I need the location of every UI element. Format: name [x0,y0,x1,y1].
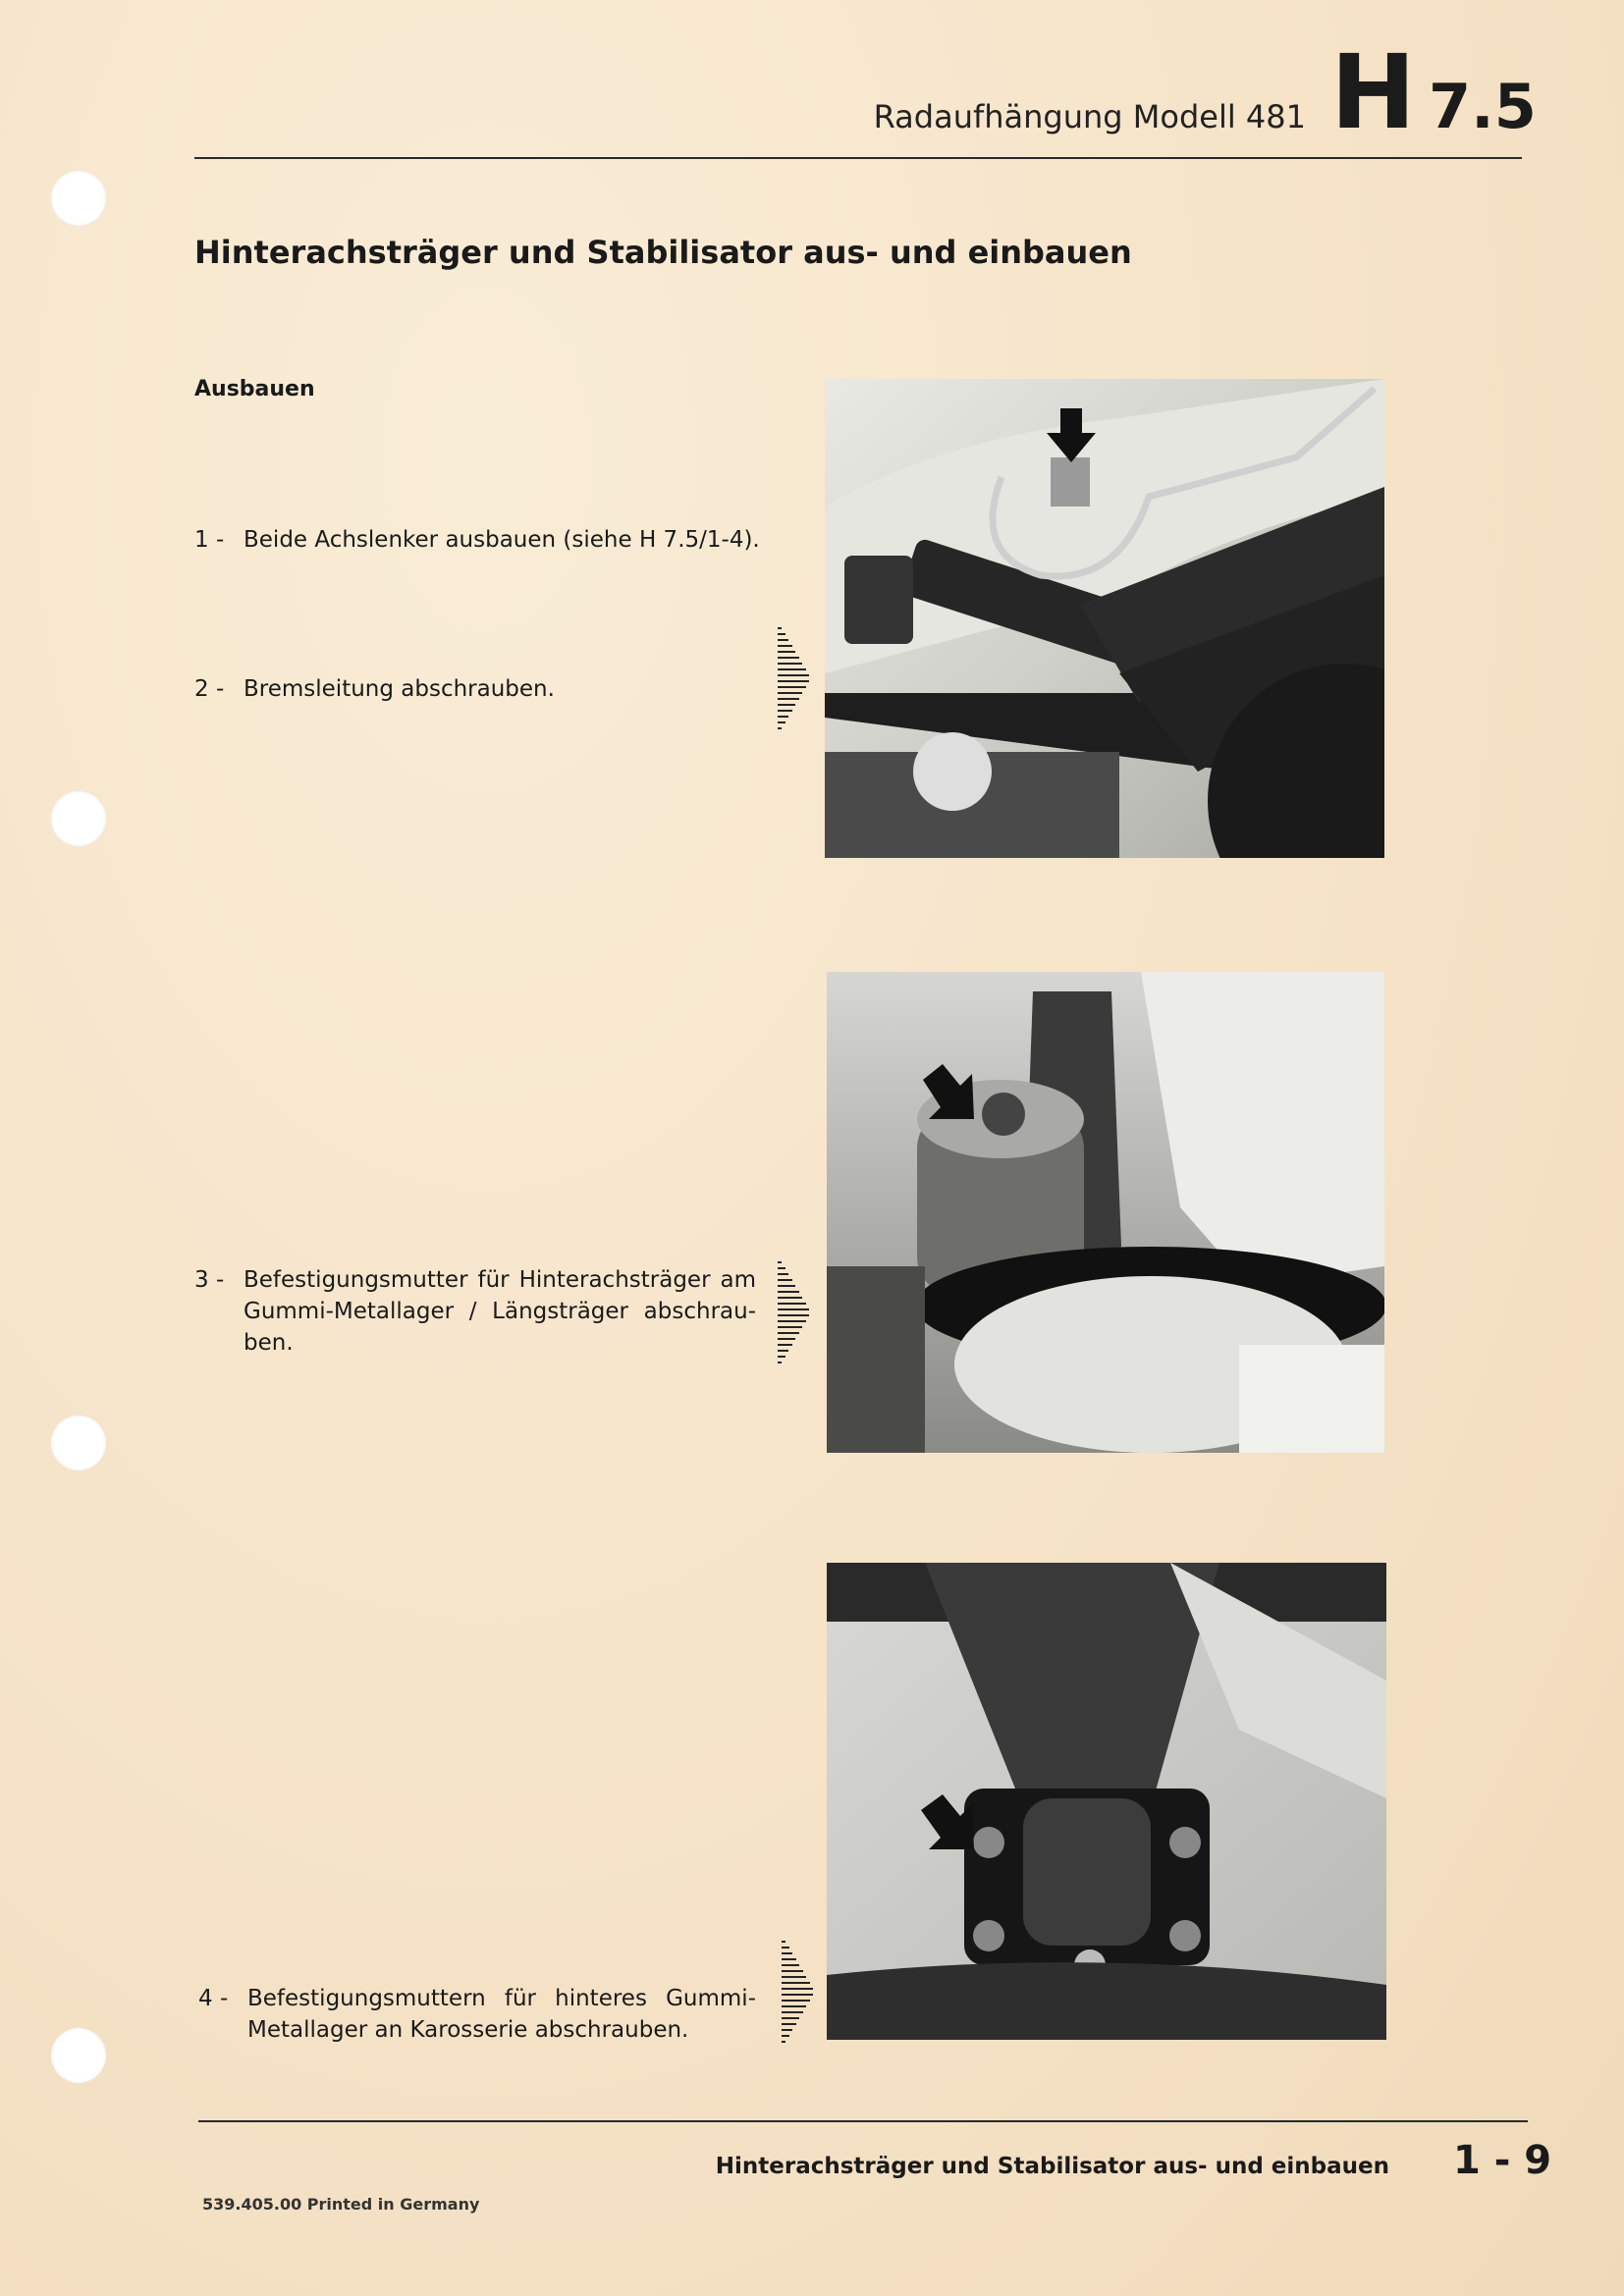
step-2 [194,673,774,713]
step-number: 3 - [194,1267,225,1293]
step-3 [194,1264,759,1372]
section-heading: Ausbauen [194,377,315,401]
main-title: Hinterachsträger und Stabilisator aus- und einbauen [194,234,1132,271]
punch-hole [51,791,106,846]
print-note: 539.405.00 Printed in Germany [202,2195,480,2214]
section-number: 7.5 [1429,71,1537,142]
step-number: 4 - [198,1986,229,2011]
footer-rule [198,2120,1528,2122]
footer-title: Hinterachsträger und Stabilisator aus- und einbauen [715,2154,1389,2179]
step-number: 1 - [194,527,225,553]
pointer-triangle-icon [778,626,811,734]
photo-rubber-metal-mount [827,972,1384,1453]
step-text: Beide Achslenker ausbauen (siehe H 7.5/1-4). [244,527,760,553]
header-rule [194,157,1522,159]
pointer-triangle-icon [778,1260,811,1368]
punch-hole [51,171,106,226]
step-number: 2 - [194,676,225,702]
section-letter: H [1330,32,1415,152]
step-1 [194,524,774,563]
photo-rear-mount [827,1563,1386,2040]
step-4 [198,1983,760,2061]
step-text: Befestigungsmutter für Hinterachsträger am Gummi-Metallager / Längsträger abschrau-ben. [244,1267,756,1356]
punch-hole [51,1415,106,1470]
header-title: Radaufhängung Modell 481 [873,98,1306,135]
step-text: Befestigungsmuttern für hinteres Gummi-Metallager an Karosserie abschrauben. [247,1986,756,2043]
step-text: Bremsleitung abschrauben. [244,676,555,702]
page-number: 1 - 9 [1453,2138,1552,2183]
photo-brake-line [825,379,1384,858]
punch-hole [51,2028,106,2083]
pointer-triangle-icon [782,1940,815,2048]
